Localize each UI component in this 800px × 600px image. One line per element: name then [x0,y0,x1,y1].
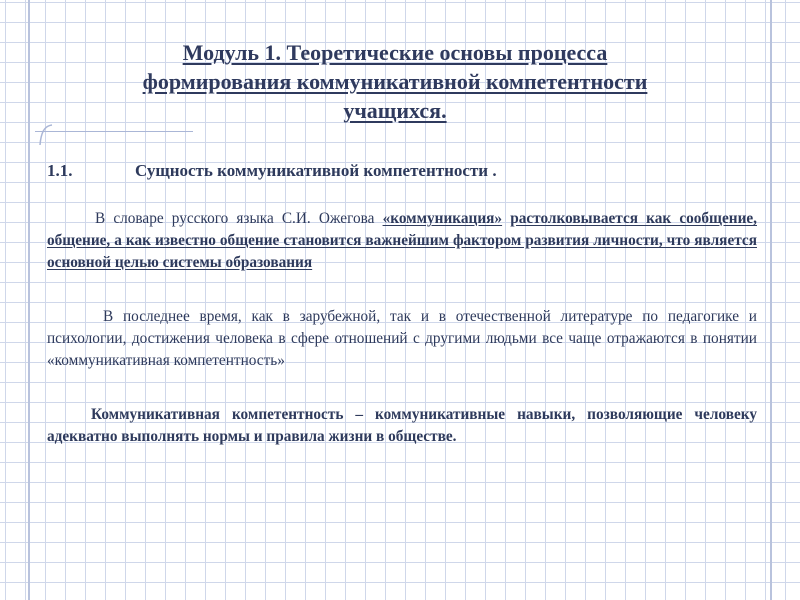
paragraph-1 [47,208,757,274]
paragraph-3-text: Коммуникативная компетентность – коммуникативные навыки, позволяющие человеку адекватно выполнять нормы и правила жизни в обществе. [47,406,757,445]
paragraph-1-term: «коммуникация» [382,210,503,227]
slide-title [40,38,750,125]
left-margin-line [28,0,30,600]
section-number: 1.1. [47,161,73,180]
section-heading [47,160,767,182]
paragraph-2 [47,306,757,372]
paragraph-1-definition: растолковывается как сообщение, общение, а как известно общение становится важнейшим фактором развития личности, что является основной целью системы образования [47,210,757,271]
right-margin-line [770,0,772,600]
paragraph-3 [47,404,757,448]
title-line-2: формирования коммуникативной компетентности [142,69,648,94]
section-title: Сущность коммуникативной компетентности . [135,161,497,180]
paragraph-1-intro: В словаре русского языка С.И. Ожегова [95,210,375,227]
title-line-3: учащихся. [343,98,447,123]
title-line-1: Модуль 1. Теоретические основы процесса [182,40,608,65]
paragraph-2-text: В последнее время, как в зарубежной, так и в отечественной литературе по педагогике и психологии, достижения человека в сфере отношений с другими людьми все чаще отражаются в понятии «коммуникативная компетентность» [47,308,757,369]
decorative-hook [36,123,54,147]
decorative-line [35,131,193,132]
